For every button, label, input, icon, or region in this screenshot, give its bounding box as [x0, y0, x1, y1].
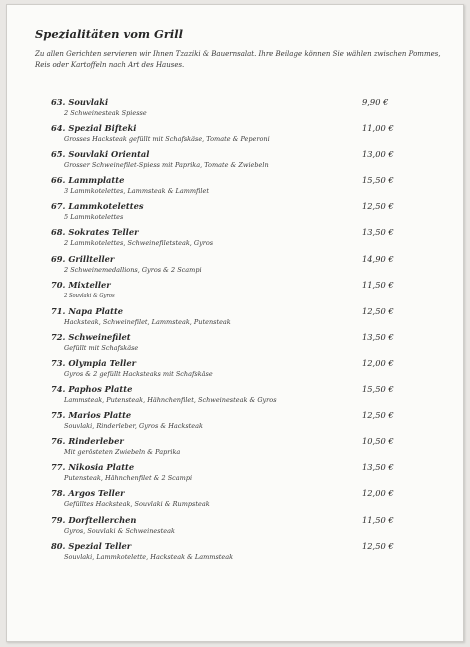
menu-list	[7, 97, 463, 567]
menu-item-description: 5 Lammkotelettes	[64, 213, 124, 222]
menu-item-description: Gyros, Souvlaki & Schweinesteak	[64, 526, 175, 535]
intro-text: Zu allen Gerichten servieren wir Ihnen Tzaziki & Bauernsalat. Ihre Beilage können Sie wählen zwischen Pommes, Reis oder Kartoffeln nach Art des Hauses.	[35, 50, 441, 69]
menu-item	[7, 254, 463, 280]
menu-item-name: 64. Spezial Bifteki	[51, 123, 137, 134]
menu-item-description: 2 Lammkotelettes, Schweinefiletsteak, Gyros	[64, 239, 214, 248]
menu-item	[7, 358, 463, 384]
menu-item	[7, 541, 463, 567]
menu-item-description: Mit gerösteten Zwiebeln & Paprika	[64, 448, 181, 457]
menu-item-description: 2 Souvlaki & Gyros	[64, 292, 115, 299]
menu-item-name: 63. Souvlaki	[51, 97, 109, 107]
menu-item-name: 79. Dorftellerchen	[51, 514, 137, 525]
menu-item	[7, 149, 463, 175]
menu-item-description: Grosser Schweinefilet-Spiess mit Paprika, Tomate & Zwiebeln	[64, 161, 269, 170]
page-title: Spezialitäten vom Grill	[35, 27, 184, 41]
menu-item-name: 67. Lammkotelettes	[51, 201, 144, 212]
menu-item	[7, 97, 463, 123]
menu-item-price: 12,50 €	[362, 410, 394, 421]
menu-item-price: 11,00 €	[362, 123, 394, 134]
menu-item	[7, 332, 463, 358]
menu-item-description: Souvlaki, Lammkotelette, Hacksteak & Lammsteak	[64, 552, 234, 561]
menu-item-description: Gefüllt mit Schafskäse	[64, 343, 139, 352]
menu-page	[6, 4, 464, 642]
menu-item-name: 65. Souvlaki Oriental	[51, 149, 150, 160]
menu-item-price: 13,50 €	[362, 462, 394, 473]
menu-item-description: 2 Schweinemedallions, Gyros & 2 Scampi	[64, 265, 202, 274]
menu-item-price: 12,50 €	[362, 540, 394, 551]
menu-item-name: 72. Schweinefilet	[51, 331, 131, 342]
menu-item-description: 2 Schweinesteak Spiesse	[64, 109, 147, 117]
menu-item-description: Putensteak, Hähnchenfilet & 2 Scampi	[64, 474, 193, 483]
menu-item-description: 3 Lammkotelettes, Lammsteak & Lammfilet	[64, 187, 209, 196]
menu-item	[7, 175, 463, 201]
menu-item-description: Lammsteak, Putensteak, Hähnchenfilet, Schweinesteak & Gyros	[64, 396, 277, 405]
menu-item-price: 9,90 €	[362, 97, 389, 107]
menu-item-description: Grosses Hacksteak gefüllt mit Schafskäse, Tomate & Peperoni	[64, 135, 270, 144]
menu-item	[7, 280, 463, 306]
menu-item-price: 12,00 €	[362, 357, 394, 368]
menu-item-name: 73. Olympia Teller	[51, 357, 136, 368]
menu-item-description: Gefülltes Hacksteak, Souvlaki & Rumpsteak	[64, 500, 210, 509]
menu-item-price: 15,50 €	[362, 384, 394, 395]
menu-item-name: 66. Lammplatte	[51, 175, 125, 186]
menu-item-name: 70. Mixteller	[51, 279, 111, 290]
menu-item-name: 78. Argos Teller	[51, 488, 125, 499]
menu-item-description: Hacksteak, Schweinefilet, Lammsteak, Putensteak	[64, 317, 231, 326]
menu-item-name: 74. Paphos Platte	[51, 384, 133, 395]
menu-item-description: Souvlaki, Rinderleber, Gyros & Hacksteak	[64, 422, 203, 431]
menu-item	[7, 227, 463, 253]
menu-item	[7, 123, 463, 149]
menu-item-name: 80. Spezial Teller	[51, 540, 132, 551]
menu-item-price: 12,00 €	[362, 488, 394, 499]
menu-item	[7, 462, 463, 488]
menu-item	[7, 384, 463, 410]
menu-item-price: 11,50 €	[362, 279, 394, 290]
menu-item-price: 10,50 €	[362, 436, 394, 447]
menu-item-price: 11,50 €	[362, 514, 394, 525]
menu-item	[7, 488, 463, 514]
menu-item-price: 13,50 €	[362, 227, 394, 238]
menu-item-price: 14,90 €	[362, 253, 394, 264]
menu-item	[7, 201, 463, 227]
menu-item-name: 68. Sokrates Teller	[51, 227, 139, 238]
menu-item-price: 12,50 €	[362, 305, 394, 316]
menu-item	[7, 515, 463, 541]
menu-item-name: 77. Nikosia Platte	[51, 462, 135, 473]
menu-item-name: 71. Napa Platte	[51, 305, 124, 316]
menu-item-name: 69. Grillteller	[51, 253, 115, 264]
menu-item-price: 13,50 €	[362, 331, 394, 342]
menu-item-price: 15,50 €	[362, 175, 394, 186]
menu-item	[7, 306, 463, 332]
menu-item	[7, 436, 463, 462]
menu-item-name: 76. Rinderleber	[51, 436, 124, 447]
menu-item-price: 12,50 €	[362, 201, 394, 212]
menu-item-price: 13,00 €	[362, 149, 394, 160]
menu-item-description: Gyros & 2 gefüllt Hacksteaks mit Schafskäse	[64, 369, 213, 378]
menu-item-name: 75. Marios Platte	[51, 410, 132, 421]
menu-item	[7, 410, 463, 436]
